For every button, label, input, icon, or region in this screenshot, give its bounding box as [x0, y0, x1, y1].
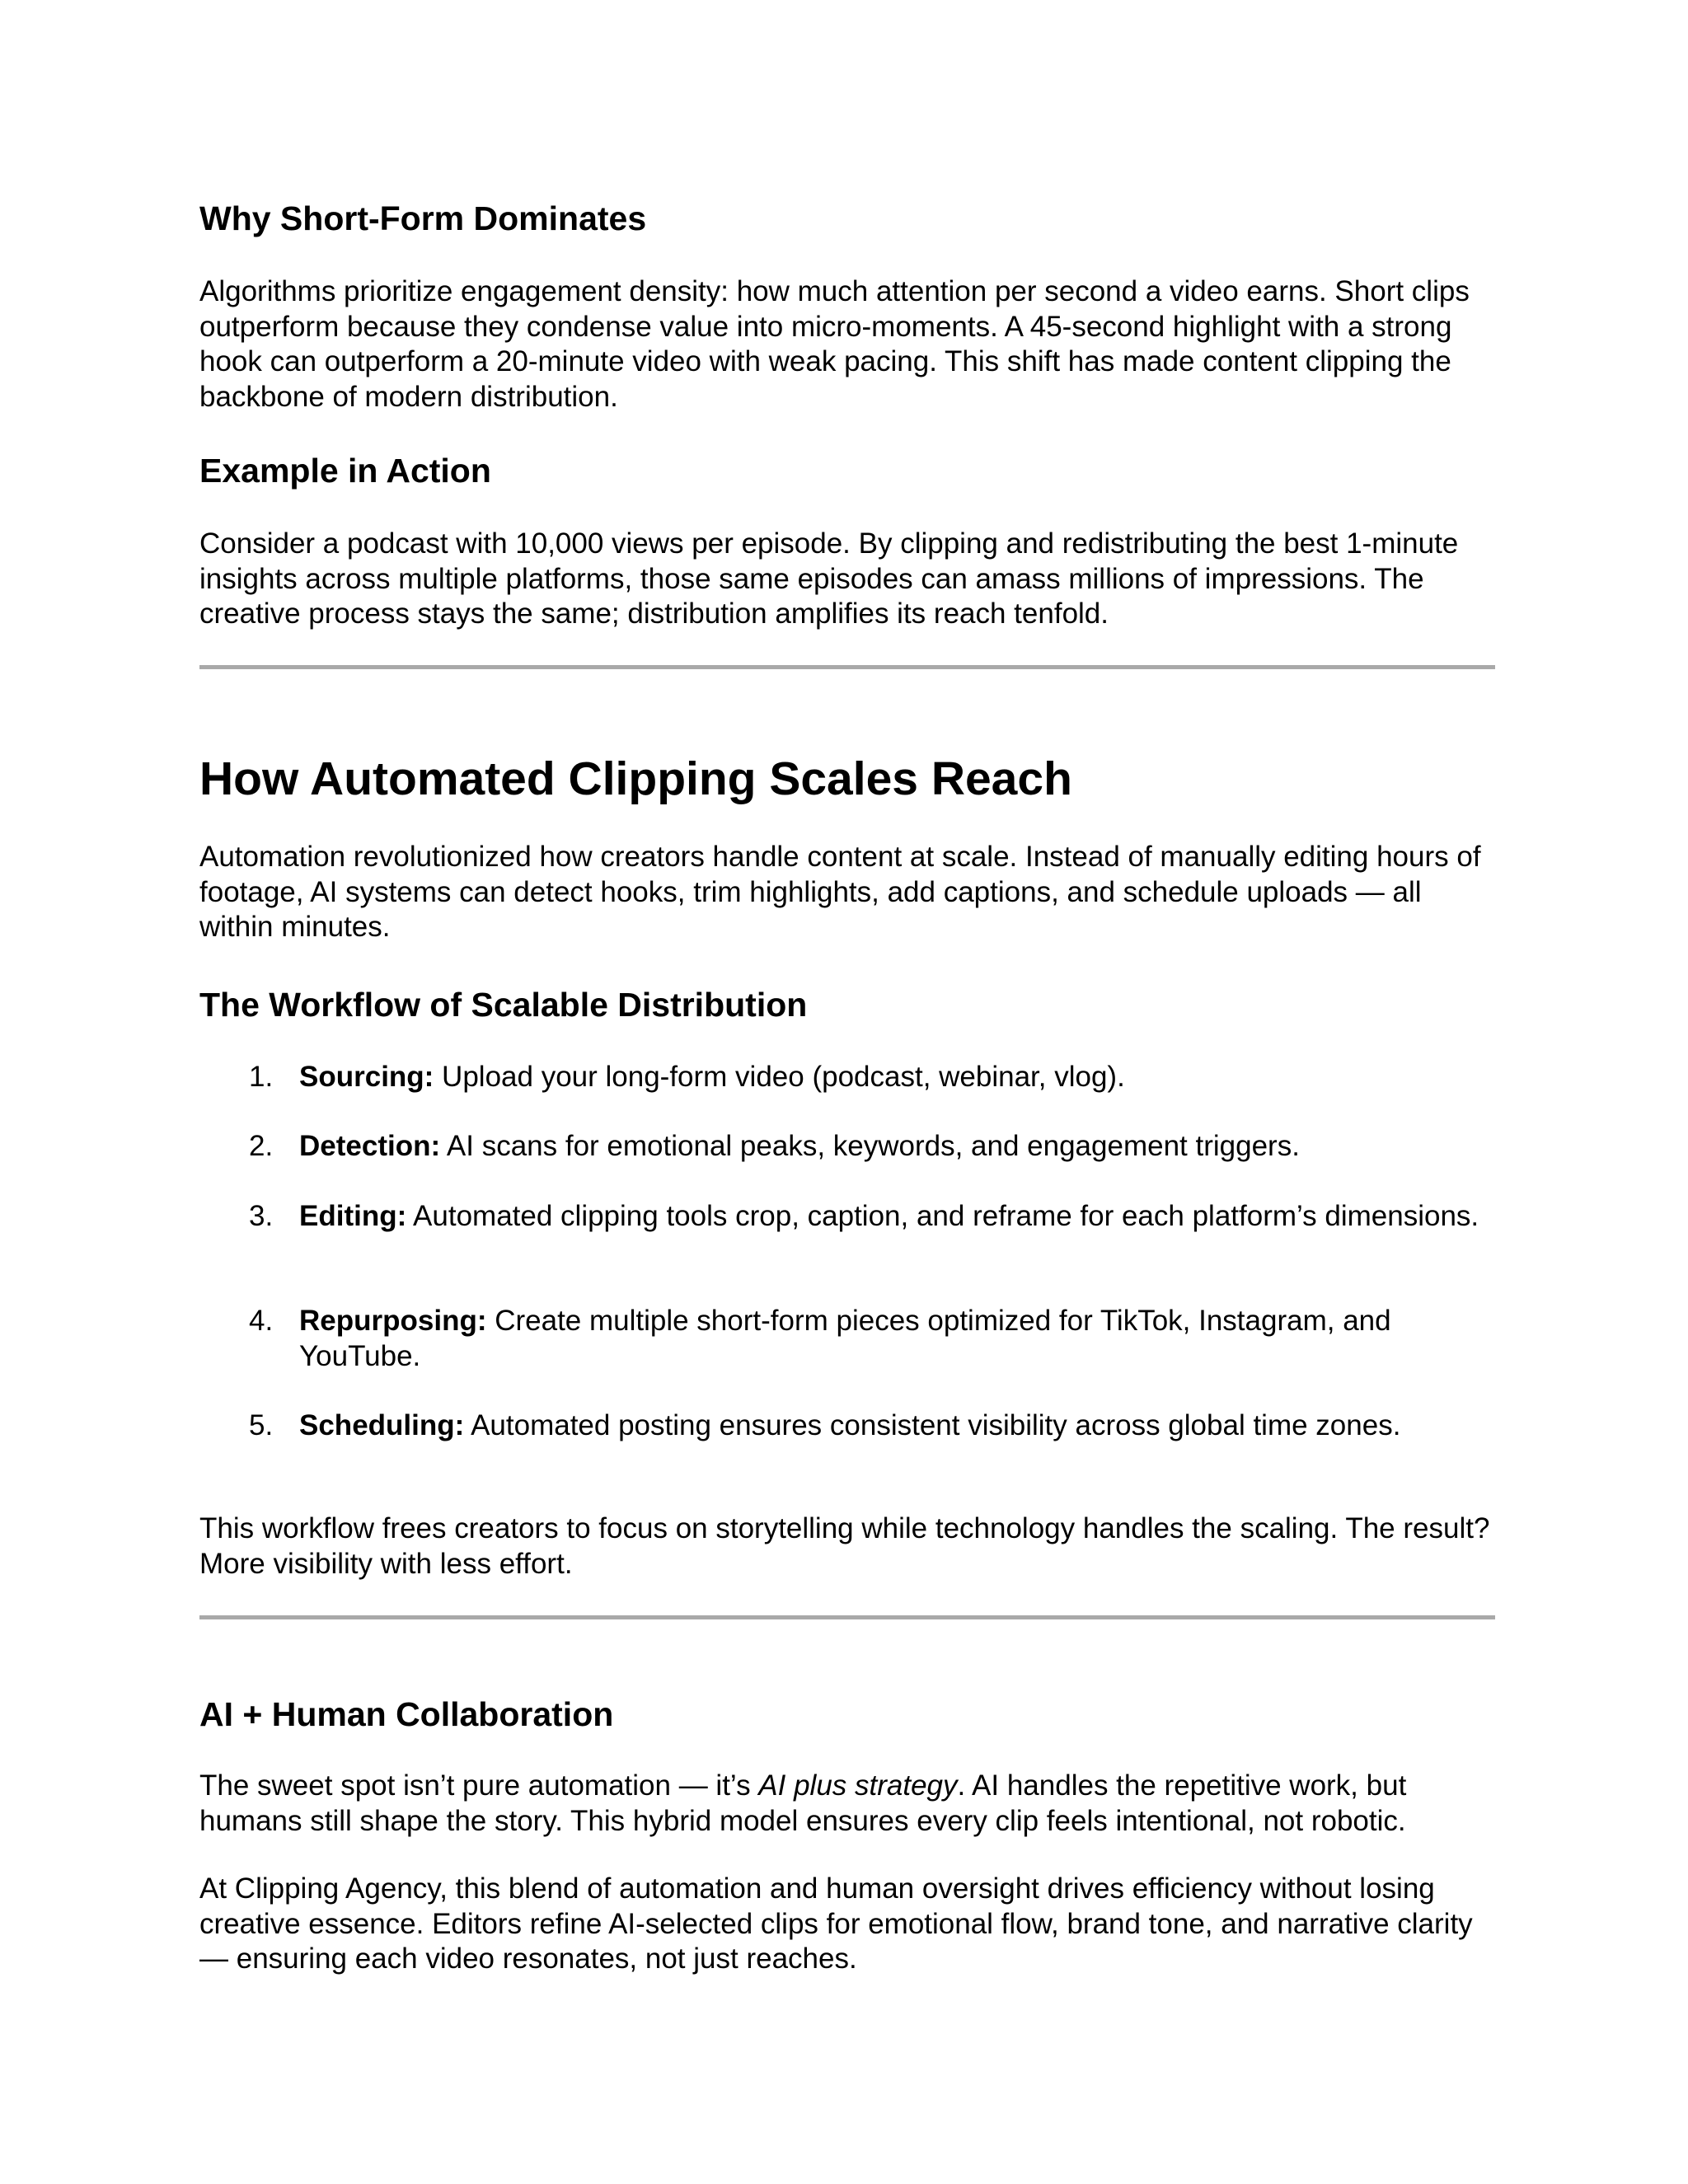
- step-term: Scheduling:: [299, 1409, 465, 1441]
- paragraph-text: . AI handles the repetitive work, but humans still shape the story. This hybrid model ensures every clip feels intentional, not robotic.: [199, 1769, 1407, 1837]
- heading-automated-clipping: How Automated Clipping Scales Reach: [199, 752, 1072, 805]
- step-term: Detection:: [299, 1130, 441, 1162]
- step-number: 3.: [249, 1200, 274, 1232]
- step-text: AI scans for emotional peaks, keywords, and engagement triggers.: [440, 1130, 1300, 1162]
- paragraph-automation: Automation revolutionized how creators handle content at scale. Instead of manually editing hours of footage, AI systems can detect hooks, trim highlights, add captions, and schedule uploads — all within minutes.: [199, 841, 1481, 943]
- heading-why-short-form: Why Short-Form Dominates: [199, 199, 647, 237]
- step-text: Create multiple short-form pieces optimized for TikTok, Instagram, and YouTube.: [299, 1305, 1391, 1372]
- heading-ai-human-collaboration: AI + Human Collaboration: [199, 1695, 614, 1733]
- paragraph-short-form: Algorithms prioritize engagement density: how much attention per second a video earns. Short clips outperform because they condense value into micro-moments. A 45-second highlight with a strong hook can outperform a 20-minute video with weak pacing. This shift has made content clipping the backbone of modern distribution.: [199, 275, 1470, 413]
- emphasis-text: AI plus strategy: [758, 1769, 958, 1802]
- step-term: Editing:: [299, 1200, 407, 1232]
- paragraph-text: The sweet spot isn’t pure automation — it’s: [199, 1769, 759, 1802]
- step-number: 5.: [249, 1409, 274, 1441]
- step-number: 2.: [249, 1130, 274, 1162]
- step-text: Upload your long-form video (podcast, webinar, vlog).: [434, 1061, 1125, 1093]
- step-term: Repurposing:: [299, 1305, 487, 1337]
- step-text: Automated posting ensures consistent visibility across global time zones.: [464, 1409, 1401, 1441]
- step-text: Automated clipping tools crop, caption, and reframe for each platform’s dimensions.: [406, 1200, 1479, 1232]
- step-number: 4.: [249, 1305, 274, 1337]
- heading-workflow: The Workflow of Scalable Distribution: [199, 986, 808, 1024]
- step-number: 1.: [249, 1061, 274, 1093]
- step-term: Sourcing:: [299, 1061, 434, 1093]
- paragraph-workflow-closing: This workflow frees creators to focus on storytelling while technology handles the scaling. The result? More visibility with less effort.: [199, 1512, 1490, 1580]
- paragraph-collaboration-2: At Clipping Agency, this blend of automation and human oversight drives efficiency without losing creative essence. Editors refine AI-selected clips for emotional flow, brand tone, and narrative clarity — ensuring each video resonates, not just reaches.: [199, 1872, 1473, 1975]
- heading-example-in-action: Example in Action: [199, 452, 491, 490]
- paragraph-collaboration-1: [199, 1769, 1495, 1839]
- paragraph-example: Consider a podcast with 10,000 views per episode. By clipping and redistributing the best 1-minute insights across multiple platforms, those same episodes can amass millions of impressions. The creative process stays the same; distribution amplifies its reach tenfold.: [199, 527, 1459, 630]
- divider-2: [199, 1615, 1495, 1619]
- divider-1: [199, 665, 1495, 669]
